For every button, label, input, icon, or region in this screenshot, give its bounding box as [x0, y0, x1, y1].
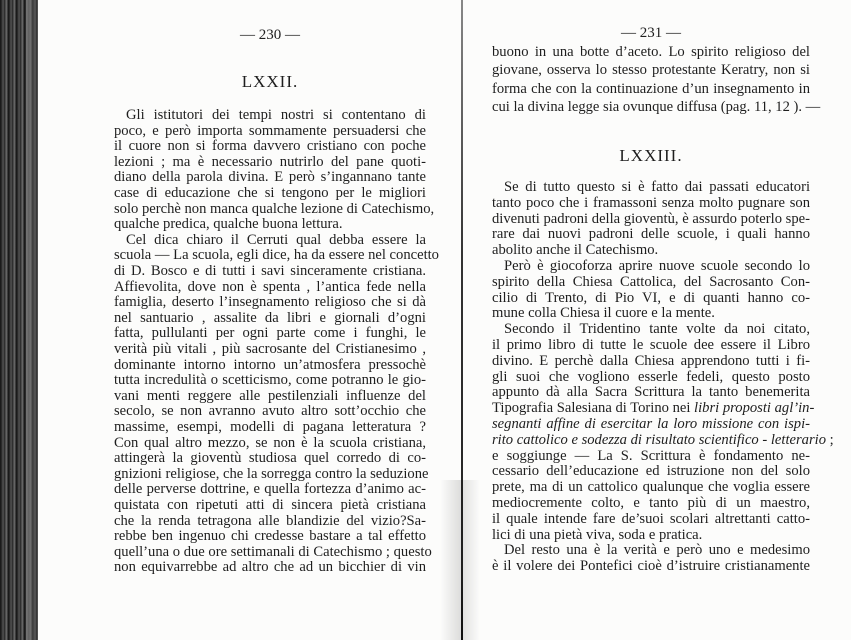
text-segment: non equivarrebbe ad altro che ad un bicchier di vin [114, 559, 426, 576]
text-line [492, 290, 810, 306]
text-segment: che la renda tetragona alle blandizie del vizio?Sa- [114, 512, 426, 529]
text-segment: lici di una pietà viva, soda e pratica. [492, 526, 703, 543]
text-line [492, 495, 810, 511]
text-segment: il primo libro di tutte le scuole dee essere il Libro [492, 337, 810, 353]
text-line [492, 274, 810, 290]
text-segment: nel santuario , assalite da libri e giornali d’ogni [114, 309, 426, 326]
text-line [492, 321, 810, 337]
text-segment: forma che con la continuazione d’un insegnamento in [492, 80, 810, 97]
text-segment: quell’una o due ore settimanali di Catechismo ; questo [114, 543, 432, 560]
text-segment: rebbe ben ingenuo chi credesse bastare a tal effetto [114, 528, 426, 545]
text-line [114, 200, 435, 217]
text-segment: il cuore non si forma davvero cristiano con poche [114, 138, 426, 155]
text-line [492, 44, 810, 60]
chapter-heading: LXXIII. [619, 146, 683, 165]
text-segment: massime, esempi, modelli di pagana letteratura ? [114, 419, 426, 435]
text-segment: ; [826, 431, 834, 448]
text-line [114, 481, 426, 497]
text-line [492, 527, 810, 543]
text-segment: appunto dà alla Sacra Scrittura la tanto benemerita [492, 384, 810, 401]
text-segment: e soggiunge — La S. Scrittura è fondamento ne- [492, 447, 810, 464]
text-segment: gnizioni religiose, che la sorregga contro la seduzione [114, 465, 429, 482]
text-segment: spirito della Chiesa Cattolica, del Sacrosanto Con- [492, 273, 810, 290]
text-line [114, 357, 426, 373]
text-line [114, 513, 426, 529]
right-page [492, 0, 834, 640]
page-number: — 230 — [240, 27, 300, 43]
text-segment: delle perverse dottrine, e quella fortezza d’animo ac- [114, 481, 426, 498]
text-line [114, 154, 426, 170]
text-line [114, 216, 426, 232]
text-line [114, 310, 426, 326]
text-line [114, 543, 432, 560]
text-line [492, 400, 815, 417]
text-line [114, 450, 426, 466]
text-line [492, 242, 810, 258]
text-line [114, 435, 426, 451]
text-segment: Affievolita, dove non è spenta , l’antica fede nella [114, 278, 426, 295]
text-segment: buono in una botte d’aceto. Lo spirito religioso del [492, 44, 810, 60]
text-segment: dominante intorno intorno un’atmosfera pressochè [114, 356, 426, 373]
text-segment: qualche predica, qualche buona lettura. [114, 216, 343, 233]
text-segment: verità più vitali , più sacrosante del Cristianesimo , [114, 341, 426, 357]
text-segment: poco, e però importa sommamente persuadersi che [114, 122, 426, 139]
text-line [492, 448, 810, 464]
text-segment: Del resto una è la verità e però uno e medesimo [504, 542, 810, 559]
text-line [492, 542, 810, 558]
text-segment: divino. E perchè dalla Chiesa apprendono tutti i fi- [492, 352, 810, 369]
text-line [114, 107, 426, 123]
text-line [492, 305, 810, 321]
text-line [114, 263, 426, 279]
text-line [492, 337, 810, 353]
text-line [492, 211, 810, 227]
text-segment: scuola — La scuola, egli dice, ha da essere nel concetto [114, 247, 439, 264]
left-page [114, 0, 439, 640]
text-line [492, 81, 810, 97]
text-line [492, 558, 810, 574]
text-segment: giovane, osserva lo stesso protestante Keratry, non si [492, 62, 810, 79]
text-line [114, 279, 426, 295]
text-segment: attingerà la gioventù studiosa quel corredo di co- [114, 450, 426, 467]
text-segment: Tipografia Salesiana di Torino nei [492, 400, 695, 417]
text-segment: di D. Bosco e di tutti i savi sinceramente cristiana. [114, 263, 426, 279]
text-line [492, 431, 834, 448]
text-segment: il quale intende fare de’suoi scolari altrettanti catto- [492, 510, 810, 527]
text-line [492, 195, 810, 211]
text-line [492, 416, 810, 432]
text-segment: secolo, se non avranno avuto altro sott’occhio che [114, 403, 426, 420]
text-line [114, 419, 426, 435]
text-line [492, 353, 810, 369]
text-line [492, 179, 810, 195]
text-segment: divenuti padroni della gioventù, è assurdo poterlo spe- [492, 210, 810, 227]
text-line [492, 258, 810, 274]
text-line [114, 247, 439, 264]
page-number: — 231 — [621, 25, 681, 41]
text-line [492, 62, 810, 78]
text-segment: famiglia, deserto l’insegnamento religioso che si dà [114, 294, 426, 311]
book-edge [0, 0, 38, 640]
gutter-shadow [440, 480, 480, 640]
italic-text: libri proposti agl’in- [694, 400, 815, 417]
text-line [114, 403, 426, 419]
text-segment: fatta, pullulanti per ogni parte come i funghi, le [114, 325, 426, 342]
text-line [114, 341, 426, 357]
text-segment: cui la divina legge sia ovunque diffusa (pag. 11, 12 ). — [492, 98, 821, 115]
text-segment: Se di tutto questo si è fatto dai passati educatori [504, 179, 810, 195]
text-line [114, 123, 426, 139]
text-segment: Cel dica chiaro il Cerruti qual debba essere la [126, 231, 426, 248]
text-line [114, 294, 426, 310]
text-segment: è il volere dei Pontefici cioè d’istruire cristianamente [492, 558, 810, 575]
text-segment: abolito anche il Catechismo. [492, 242, 659, 259]
text-segment: Con qual altro mezzo, se non è la scuola cristiana, [114, 434, 426, 451]
text-segment: prete, ma di un cattolico qualunque che voglia essere [492, 479, 810, 496]
text-segment: tanto poco che i framassoni senza molto pugnare son [492, 194, 810, 211]
text-line [114, 169, 426, 185]
text-segment: gli suoi che vogliono esserle fedeli, questo posto [492, 368, 810, 385]
text-segment: quistata con ripetuti atti di sincera pietà cristiana [114, 497, 426, 513]
text-line [114, 528, 426, 544]
text-segment: solo perchè non manca qualche lezione di Catechismo, [114, 200, 435, 217]
text-segment: tutta incredulità o scetticismo, come potranno le gio- [114, 372, 426, 389]
text-segment: Secondo il Tridentino tante volte da noi citato, [504, 321, 810, 338]
chapter-heading: LXXII. [241, 72, 299, 91]
text-segment: mune colla Chiesa il cuore e la mente. [492, 305, 715, 322]
text-line [114, 372, 426, 388]
text-segment: diano della parola divina. E però s’ingannano tante [114, 169, 426, 186]
text-line [492, 384, 810, 400]
text-segment: cessario dell’educazione ed istruzione non del solo [492, 463, 810, 480]
text-line [114, 185, 426, 201]
text-line [492, 463, 810, 479]
text-line [114, 325, 426, 341]
text-line [114, 388, 426, 404]
text-line [114, 559, 426, 575]
text-line [114, 232, 426, 248]
text-line [492, 511, 810, 527]
text-line [492, 369, 810, 385]
text-segment: lezioni ; ma è necessario nutrirlo del pane quoti- [114, 153, 426, 170]
italic-text: segnanti affine di esercitar la loro missione con ispi- [492, 416, 810, 432]
text-segment: Però è giocoforza aprire nuove scuole secondo lo [504, 258, 810, 274]
text-segment: vani menti reggere alle pestilenziali influenze del [114, 387, 426, 404]
text-line [492, 98, 821, 115]
text-line [114, 465, 429, 482]
text-line [114, 138, 426, 154]
italic-text: rito cattolico e sodezza di risultato scientifico - letterario [492, 431, 827, 448]
text-segment: rare dai nuovi padroni delle scuole, i quali hanno [492, 226, 810, 243]
text-segment: mediocremente colto, e tanto più di un maestro, [492, 495, 810, 511]
text-line [492, 226, 810, 242]
text-segment: cilio di Trento, di Pio VI, e di quanti hanno co- [492, 289, 810, 306]
text-line [114, 497, 426, 513]
text-segment: case di educazione che si tengono per le migliori [114, 185, 426, 201]
text-segment: Gli istitutori dei tempi nostri si contentano di [126, 107, 426, 123]
text-line [492, 479, 810, 495]
